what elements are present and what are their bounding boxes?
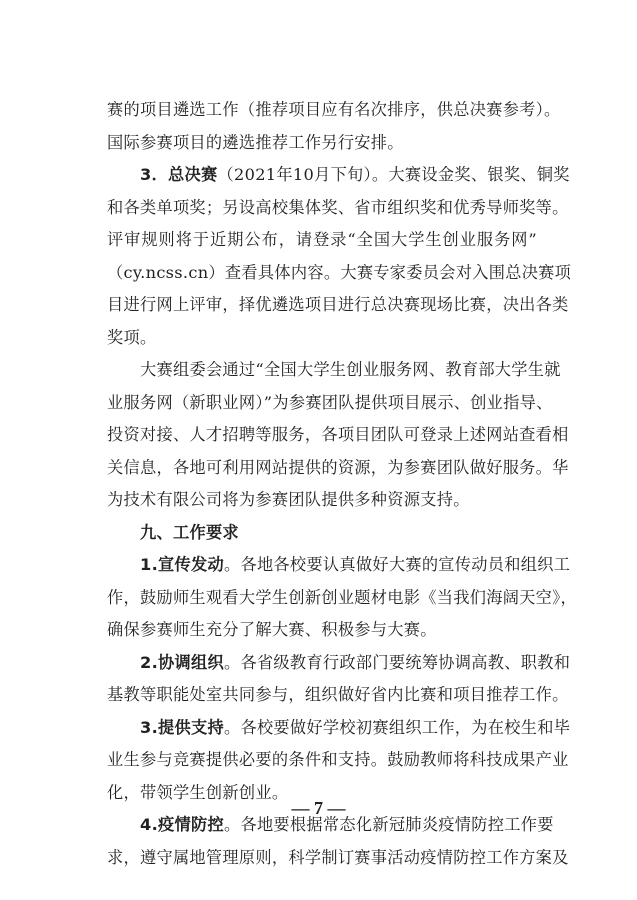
line-text: 化，带领学生创新创业。 bbox=[107, 782, 289, 802]
text-line bbox=[107, 159, 570, 192]
text-line bbox=[107, 354, 561, 387]
text-line bbox=[107, 127, 537, 160]
line-text: 业生参与竞赛提供必要的条件和支持。鼓励教师将科技成果产业 bbox=[107, 750, 569, 769]
line-text: 业服务网（新职业网）”为参赛团队提供项目展示、创业指导、 bbox=[107, 392, 553, 412]
text-line bbox=[107, 257, 572, 290]
line-text: 目进行网上评审，择优遴选项目进行总决赛现场比赛，决出各类 bbox=[107, 295, 569, 314]
line-text: （2021年10月下旬）。大赛设金奖、银奖、铜奖 bbox=[217, 165, 570, 184]
line-text: 求，遵守属地管理原则，科学制订赛事活动疫情防控工作方案及 bbox=[107, 847, 569, 867]
line-text: （cy.ncss.cn）查看具体内容。大赛专家委员会对入围总决赛项 bbox=[107, 262, 572, 282]
line-text: 确保参赛师生充分了解大赛、积极参与大赛。 bbox=[107, 620, 437, 639]
item-lead: 3.提供支持 bbox=[140, 717, 224, 737]
text-line bbox=[107, 322, 537, 355]
line-text: 投资对接、人才招聘等服务，各项目团队可登录上述网站查看相 bbox=[107, 425, 569, 444]
line-text: 和各类单项奖；另设高校集体奖、省市组织奖和优秀导师奖等。 bbox=[107, 197, 569, 217]
text-line bbox=[107, 679, 569, 712]
text-line bbox=[107, 549, 571, 582]
text-line bbox=[107, 647, 571, 680]
line-text: 为技术有限公司将为参赛团队提供多种资源支持。 bbox=[107, 490, 470, 509]
item-lead: 4.疫情防控 bbox=[140, 815, 224, 834]
text-line bbox=[107, 842, 569, 875]
text-line bbox=[107, 94, 561, 127]
line-text: 。各地要根据常态化新冠肺炎疫情防控工作要 bbox=[223, 815, 554, 834]
item-lead: 3．总决赛 bbox=[140, 165, 218, 184]
item-lead: 2.协调组织 bbox=[140, 652, 224, 672]
text-line bbox=[107, 289, 569, 322]
text-line bbox=[107, 712, 571, 745]
text-line bbox=[107, 387, 553, 420]
text-line bbox=[107, 614, 537, 647]
page-body bbox=[107, 94, 578, 874]
text-line bbox=[107, 452, 569, 485]
item-lead: 1.宣传发动 bbox=[140, 555, 224, 574]
text-line bbox=[107, 517, 537, 550]
line-text: 。各地各校要认真做好大赛的宣传动员和组织工 bbox=[223, 555, 571, 574]
line-text: 关信息，各地可利用网站提供的资源，为参赛团队做好服务。华 bbox=[107, 457, 569, 477]
line-text: 。各省级教育行政部门要统筹协调高教、职教和 bbox=[223, 652, 571, 672]
text-line bbox=[107, 224, 537, 257]
line-text: 国际参赛项目的遴选推荐工作另行安排。 bbox=[107, 132, 404, 152]
line-text: 赛的项目遴选工作（推荐项目应有名次排序，供总决赛参考）。 bbox=[107, 100, 561, 119]
text-line bbox=[107, 582, 578, 615]
text-line bbox=[107, 484, 537, 517]
text-line bbox=[107, 192, 569, 225]
line-text: 基教等职能处室共同参与，组织做好省内比赛和项目推荐工作。 bbox=[107, 685, 569, 704]
page-number: — 7 — bbox=[291, 798, 346, 818]
line-text: 大赛组委会通过“全国大学生创业服务网、教育部大学生就 bbox=[140, 360, 561, 379]
text-line bbox=[107, 419, 569, 452]
section-heading: 九、工作要求 bbox=[140, 522, 239, 542]
text-line bbox=[107, 744, 569, 777]
line-text: 评审规则将于近期公布，请登录“全国大学生创业服务网” bbox=[107, 230, 537, 249]
line-text: 作，鼓励师生观看大学生创新创业题材电影《当我们海阔天空》， bbox=[107, 587, 578, 607]
line-text: 。各校要做好学校初赛组织工作，为在校生和毕 bbox=[223, 717, 571, 737]
line-text: 奖项。 bbox=[107, 327, 157, 347]
